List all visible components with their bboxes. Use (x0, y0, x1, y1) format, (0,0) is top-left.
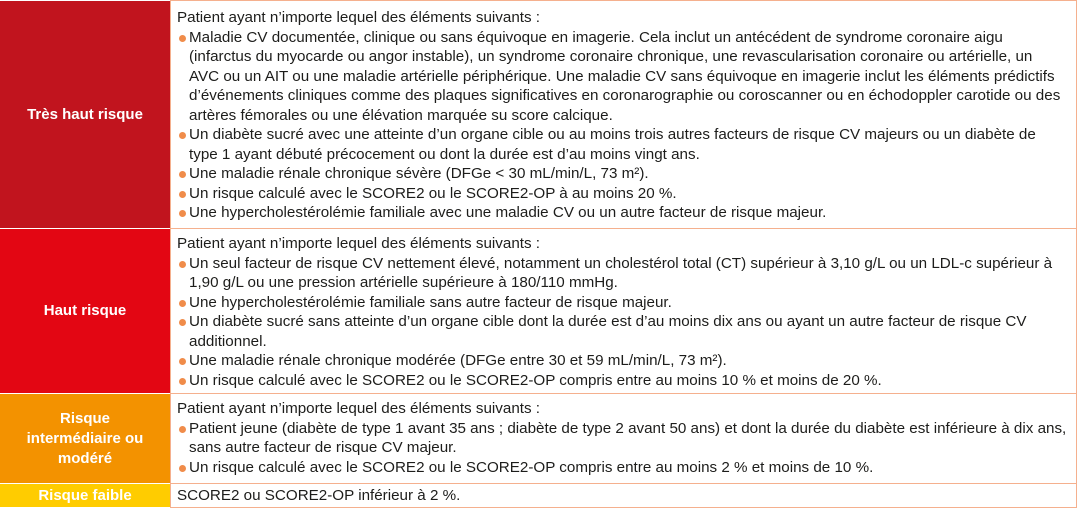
criterion-text: (infarctus du myocarde ou angor instable), un syndrome coronaire chronique, une revascularisation coronaire ou artérielle, un (189, 48, 1033, 65)
risk-category-cell (0, 0, 170, 229)
criterion-item (177, 458, 1070, 478)
criterion-item (177, 164, 1070, 184)
risk-category-cell (0, 229, 170, 394)
criteria-intro: Patient ayant n’importe lequel des éléments suivants : (177, 400, 541, 417)
criterion-text: Un risque calculé avec le SCORE2 ou le SCORE2-OP compris entre au moins 10 % et moins de 20 %. (189, 371, 882, 389)
bullet-icon (179, 300, 186, 307)
risk-row-high (0, 229, 1077, 394)
risk-category-label: modéré (57, 449, 113, 467)
criterion-item (177, 125, 1070, 164)
risk-category-label: Risque faible (38, 486, 132, 504)
criterion-text: Un seul facteur de risque CV nettement élevé, notamment un cholestérol total (CT) supérieur à 3,10 g/L ou un LDL-c supérieur à (189, 254, 1053, 272)
criterion-text: AVC ou un AIT ou une maladie artérielle périphérique. Une maladie CV sans équivoque en imagerie inclut les éléments prédictifs (189, 67, 1055, 85)
criterion-item (177, 293, 1070, 313)
criteria-intro: Patient ayant n’importe lequel des éléments suivants : (177, 9, 541, 26)
criterion-text: Un risque calculé avec le SCORE2 ou le SCORE2-OP compris entre au moins 2 % et moins de 10 %. (189, 458, 874, 476)
criterion-text: Une hypercholestérolémie familiale sans autre facteur de risque majeur. (189, 293, 672, 311)
criterion-item (177, 254, 1070, 293)
bullet-icon (179, 35, 186, 42)
criterion-text: d’événements cliniques comme des plaques significatives en coronarographie ou coroscanner ou en échodoppler carotide ou des (189, 87, 1061, 104)
criterion-item (177, 419, 1070, 458)
bullet-icon (179, 465, 186, 472)
criterion-text: Maladie CV documentée, clinique ou sans équivoque en imagerie. Cela inclut un antécédent de syndrome coronaire aigu (189, 28, 1003, 46)
criterion-text: Une maladie rénale chronique modérée (DFGe entre 30 et 59 mL/min/L, 73 m²). (189, 352, 727, 369)
risk-criteria-cell (170, 394, 1077, 484)
criterion-text: type 1 ayant débuté précocement ou dont la durée est d’au moins vingt ans. (189, 145, 700, 163)
criterion-text: SCORE2 ou SCORE2-OP inférieur à 2 %. (177, 487, 461, 504)
risk-row-low (0, 484, 1077, 508)
criterion-text: Une hypercholestérolémie familiale avec une maladie CV ou un autre facteur de risque majeur. (189, 204, 827, 221)
bullet-icon (179, 358, 186, 365)
risk-category-label: Très haut risque (27, 105, 143, 123)
criterion-text: artères fémorales ou une élévation marquée su score calcique. (189, 106, 613, 124)
bullet-icon (179, 319, 186, 326)
risk-category-label: intermédiaire ou (26, 429, 144, 447)
criterion-text: Une maladie rénale chronique sévère (DFGe < 30 mL/min/L, 73 m²). (189, 165, 649, 182)
criterion-item (177, 203, 1070, 223)
criterion-text: Un diabète sucré sans atteinte d’un organe cible dont la durée est d’au moins dix ans ou ayant un autre facteur de risque CV (189, 313, 1027, 330)
criterion-item (177, 184, 1070, 204)
risk-row-moderate (0, 394, 1077, 484)
criterion-text: Un risque calculé avec le SCORE2 ou le SCORE2-OP à au moins 20 %. (189, 184, 677, 202)
criteria-intro: Patient ayant n’importe lequel des éléments suivants : (177, 235, 541, 252)
bullet-icon (179, 378, 186, 385)
bullet-icon (179, 132, 186, 139)
criterion-item (177, 351, 1070, 371)
risk-category-label: Haut risque (43, 302, 127, 319)
criterion-text: additionnel. (189, 332, 267, 350)
criterion-item (177, 312, 1070, 351)
bullet-icon (179, 426, 186, 433)
risk-category-label: Risque (59, 409, 110, 427)
risk-category-cell (0, 484, 170, 508)
criterion-text: sans autre facteur de risque CV majeur. (189, 439, 457, 456)
bullet-icon (179, 261, 186, 268)
criterion-text: Patient jeune (diabète de type 1 avant 35 ans ; diabète de type 2 avant 50 ans) et dont la durée du diabète est inférieure à dix ans, (189, 419, 1067, 437)
criterion-text: Un diabète sucré avec une atteinte d’un organe cible ou au moins trois autres facteurs de risque CV majeurs ou un diabète de (189, 126, 1036, 143)
bullet-icon (179, 171, 186, 178)
bullet-icon (179, 210, 186, 217)
criterion-text: 1,90 g/L ou une pression artérielle supérieure à 180/110 mmHg. (189, 274, 618, 291)
risk-criteria-cell (170, 229, 1077, 394)
risk-criteria-cell (170, 0, 1077, 229)
criterion-item (177, 371, 1070, 391)
risk-criteria-cell (170, 484, 1077, 508)
bullet-icon (179, 191, 186, 198)
risk-category-cell (0, 394, 170, 484)
risk-row-very-high (0, 0, 1077, 229)
criterion-item (177, 28, 1070, 126)
